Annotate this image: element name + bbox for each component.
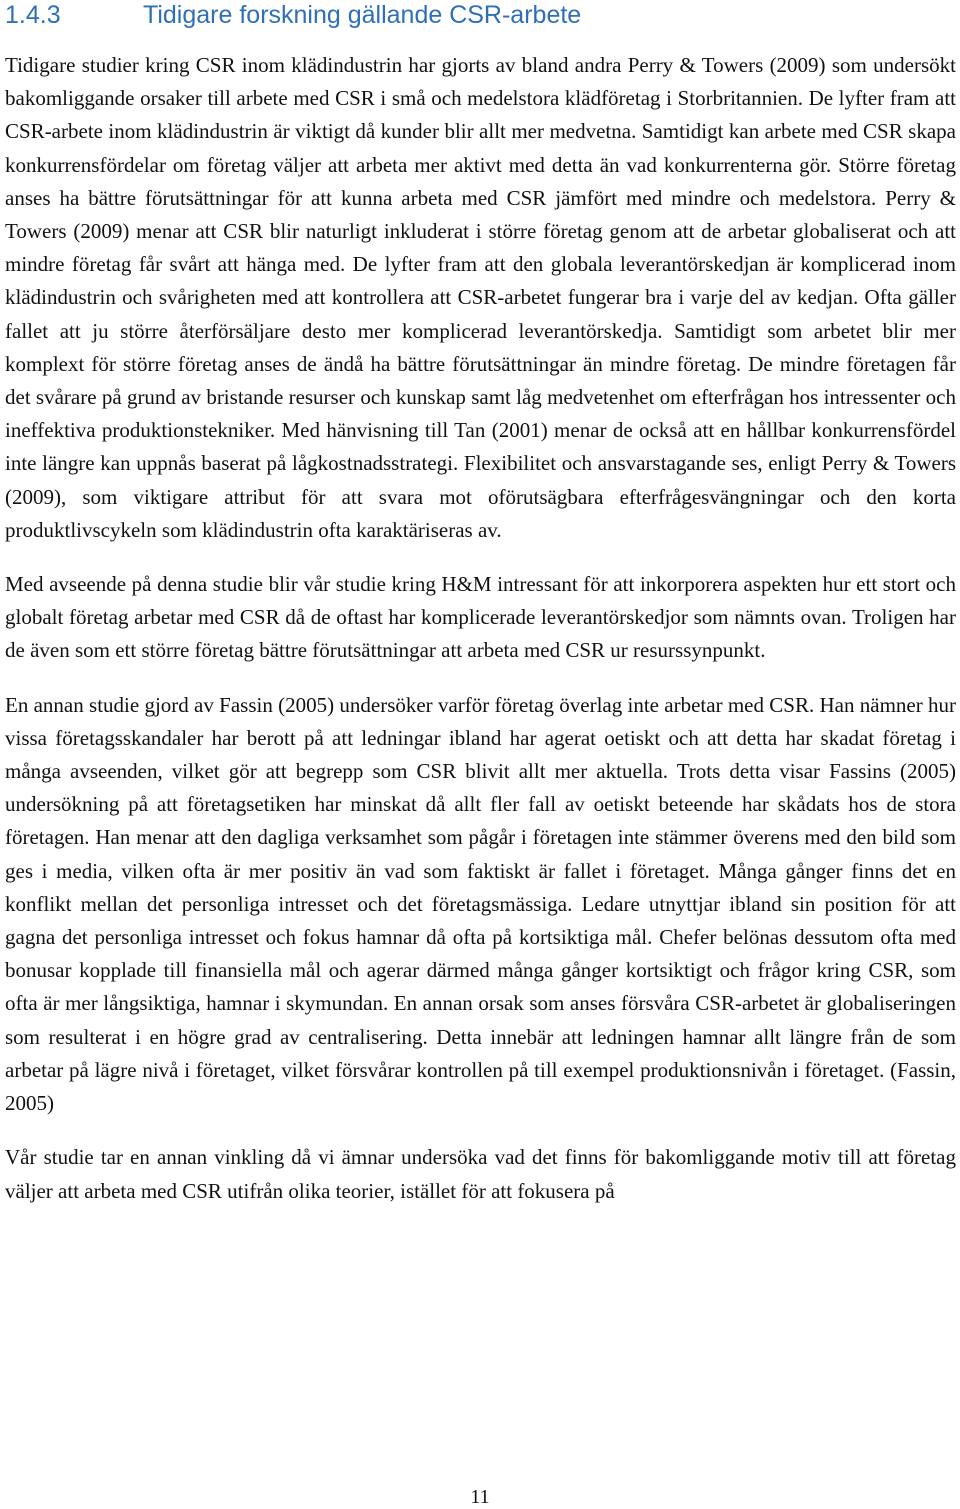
section-title: Tidigare forskning gällande CSR-arbete bbox=[143, 1, 582, 29]
paragraph-our-study: Vår studie tar en annan vinkling då vi ämnar undersöka vad det finns för bakomliggande motiv till att företag väljer att arbeta med CSR utifrån olika teorier, istället för att fokusera på bbox=[5, 1145, 956, 1203]
paragraph-hm-relevance: Med avseende på denna studie blir vår studie kring H&M intressant för att inkorporera aspekten hur ett stort och globalt företag arbetar med CSR då de oftast har komplicerade leverantörskedjor som nämnts ovan. Troligen har de även som ett större företag bättre förutsättningar att arbeta med CSR ur resurssynpunkt. bbox=[5, 572, 956, 663]
paragraph-fassin-study: En annan studie gjord av Fassin (2005) undersöker varför företag överlag inte arbetar med CSR. Han nämner hur vissa företagsskandaler har berott på att ledningar ibland har agerat oetiskt och att detta har skadat företag i många avseenden, vilket gör att begrepp som CSR blivit allt mer aktuella. Trots detta visar Fassins (2005) undersökning på att företagsetiken har minskat då allt fler fall av oetiskt beteende har skådats hos de stora företagen. Han menar att den dagliga verksamhet som pågår i företagen inte stämmer överens med den bild som ges i media, vilken ofta är mer positiv än vad som faktiskt är fallet i företaget. Många gånger finns det en konflikt mellan det personliga intresset och det företagsmässiga. Ledare utnyttjar ibland sin position för att gagna det personliga intresset och fokus hamnar då ofta på kortsiktiga mål. Chefer belönas dessutom ofta med bonusar kopplade till finansiella mål och agerar därmed många gånger kortsiktigt och frågor kring CSR, som ofta är mer långsiktiga, hamnar i skymundan. En annan orsak som anses försvåra CSR-arbetet är globaliseringen som resulterat i en högre grad av centralisering. Detta innebär att ledningen hamnar allt längre från de som arbetar på lägre nivå i företaget, vilket försvårar kontrollen på till exempel produktionsnivån i företaget. (Fassin, 2005) bbox=[5, 692, 956, 1116]
section-heading bbox=[5, 0, 956, 30]
page-number: 11 bbox=[470, 1486, 490, 1508]
section-number: 1.4.3 bbox=[5, 1, 61, 29]
paragraph-previous-research: Tidigare studier kring CSR inom klädindustrin har gjorts av bland andra Perry & Towers (2009) som undersökt bakomliggande orsaker till arbete med CSR i små och medelstora klädföretag i Storbritannien. De lyfter fram att CSR-arbete inom klädindustrin är viktigt då kunder blir allt mer medvetna. Samtidigt kan arbete med CSR skapa konkurrensfördelar om företag väljer att arbeta mer aktivt med detta än vad konkurrenterna gör. Större företag anses ha bättre förutsättningar för att kunna arbeta med CSR jämfört med mindre och medelstora. Perry & Towers (2009) menar att CSR blir naturligt inkluderat i större företag genom att de arbetar globaliserat och att mindre företag får svårt att hänga med. De lyfter fram att den globala leverantörskedjan är komplicerad inom klädindustrin och svårigheten med att kontrollera att CSR-arbetet fungerar bra i varje del av kedjan. Ofta gäller fallet att ju större återförsäljare desto mer komplicerad leverantörskedja. Samtidigt som arbetet blir mer komplext för större företag anses de ändå ha bättre förutsättningar än mindre företag. De mindre företagen får det svårare på grund av bristande resurser och kunskap samt låg medvetenhet om efterfrågan hos intressenter och ineffektiva produktionstekniker. Med hänvisning till Tan (2001) menar de också att en hållbar konkurrensfördel inte längre kan uppnås baserat på lågkostnadsstrategi. Flexibilitet och ansvarstagande ses, enligt Perry & Towers (2009), som viktigare attribut för att svara mot oförutsägbara efterfrågesvängningar och den korta produktlivscykeln som klädindustrin ofta karaktäriseras av. bbox=[5, 53, 956, 542]
